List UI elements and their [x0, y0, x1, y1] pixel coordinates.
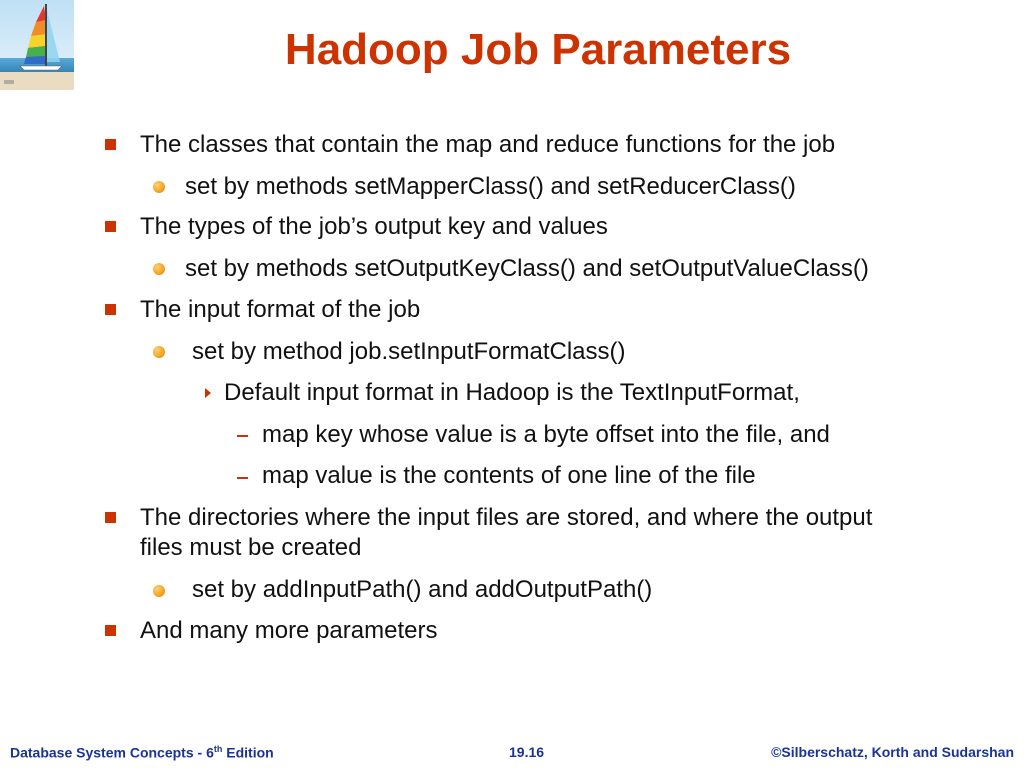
list-item: map key whose value is a byte offset into the file, and — [262, 421, 830, 448]
square-bullet-icon — [105, 512, 116, 523]
footer-page-number: 19.16 — [509, 744, 545, 760]
list-item: set by methods setOutputKeyClass() and setOutputValueClass() — [185, 255, 869, 282]
dot-bullet-icon — [153, 263, 165, 275]
list-item: The classes that contain the map and reduce functions for the job — [140, 131, 836, 158]
dot-bullet-icon — [153, 346, 165, 358]
footer-copyright: ©Silberschatz, Korth and Sudarshan — [771, 744, 1014, 760]
list-item: Default input format in Hadoop is the TextInputFormat, — [224, 379, 800, 406]
list-item: map value is the contents of one line of the file — [262, 462, 756, 489]
dash-bullet-icon — [237, 477, 248, 479]
square-bullet-icon — [105, 625, 116, 636]
list-item: And many more parameters — [140, 617, 438, 644]
square-bullet-icon — [105, 139, 116, 150]
list-item: set by methods setMapperClass() and setReducerClass() — [185, 173, 796, 200]
list-item-continuation: files must be created — [140, 534, 362, 561]
footer-edition: Database System Concepts - 6th Edition — [10, 744, 274, 761]
triangle-bullet-icon — [205, 388, 211, 398]
list-item: set by addInputPath() and addOutputPath() — [192, 576, 653, 603]
dot-bullet-icon — [153, 585, 165, 597]
square-bullet-icon — [105, 221, 116, 232]
slide-title: Hadoop Job Parameters — [284, 25, 792, 74]
dot-bullet-icon — [153, 181, 165, 193]
list-item: The directories where the input files are stored, and where the output — [140, 504, 873, 531]
list-item: set by method job.setInputFormatClass() — [192, 338, 626, 365]
square-bullet-icon — [105, 304, 116, 315]
list-item: The input format of the job — [140, 296, 421, 323]
dash-bullet-icon — [237, 435, 248, 437]
list-item: The types of the job’s output key and values — [140, 213, 608, 240]
